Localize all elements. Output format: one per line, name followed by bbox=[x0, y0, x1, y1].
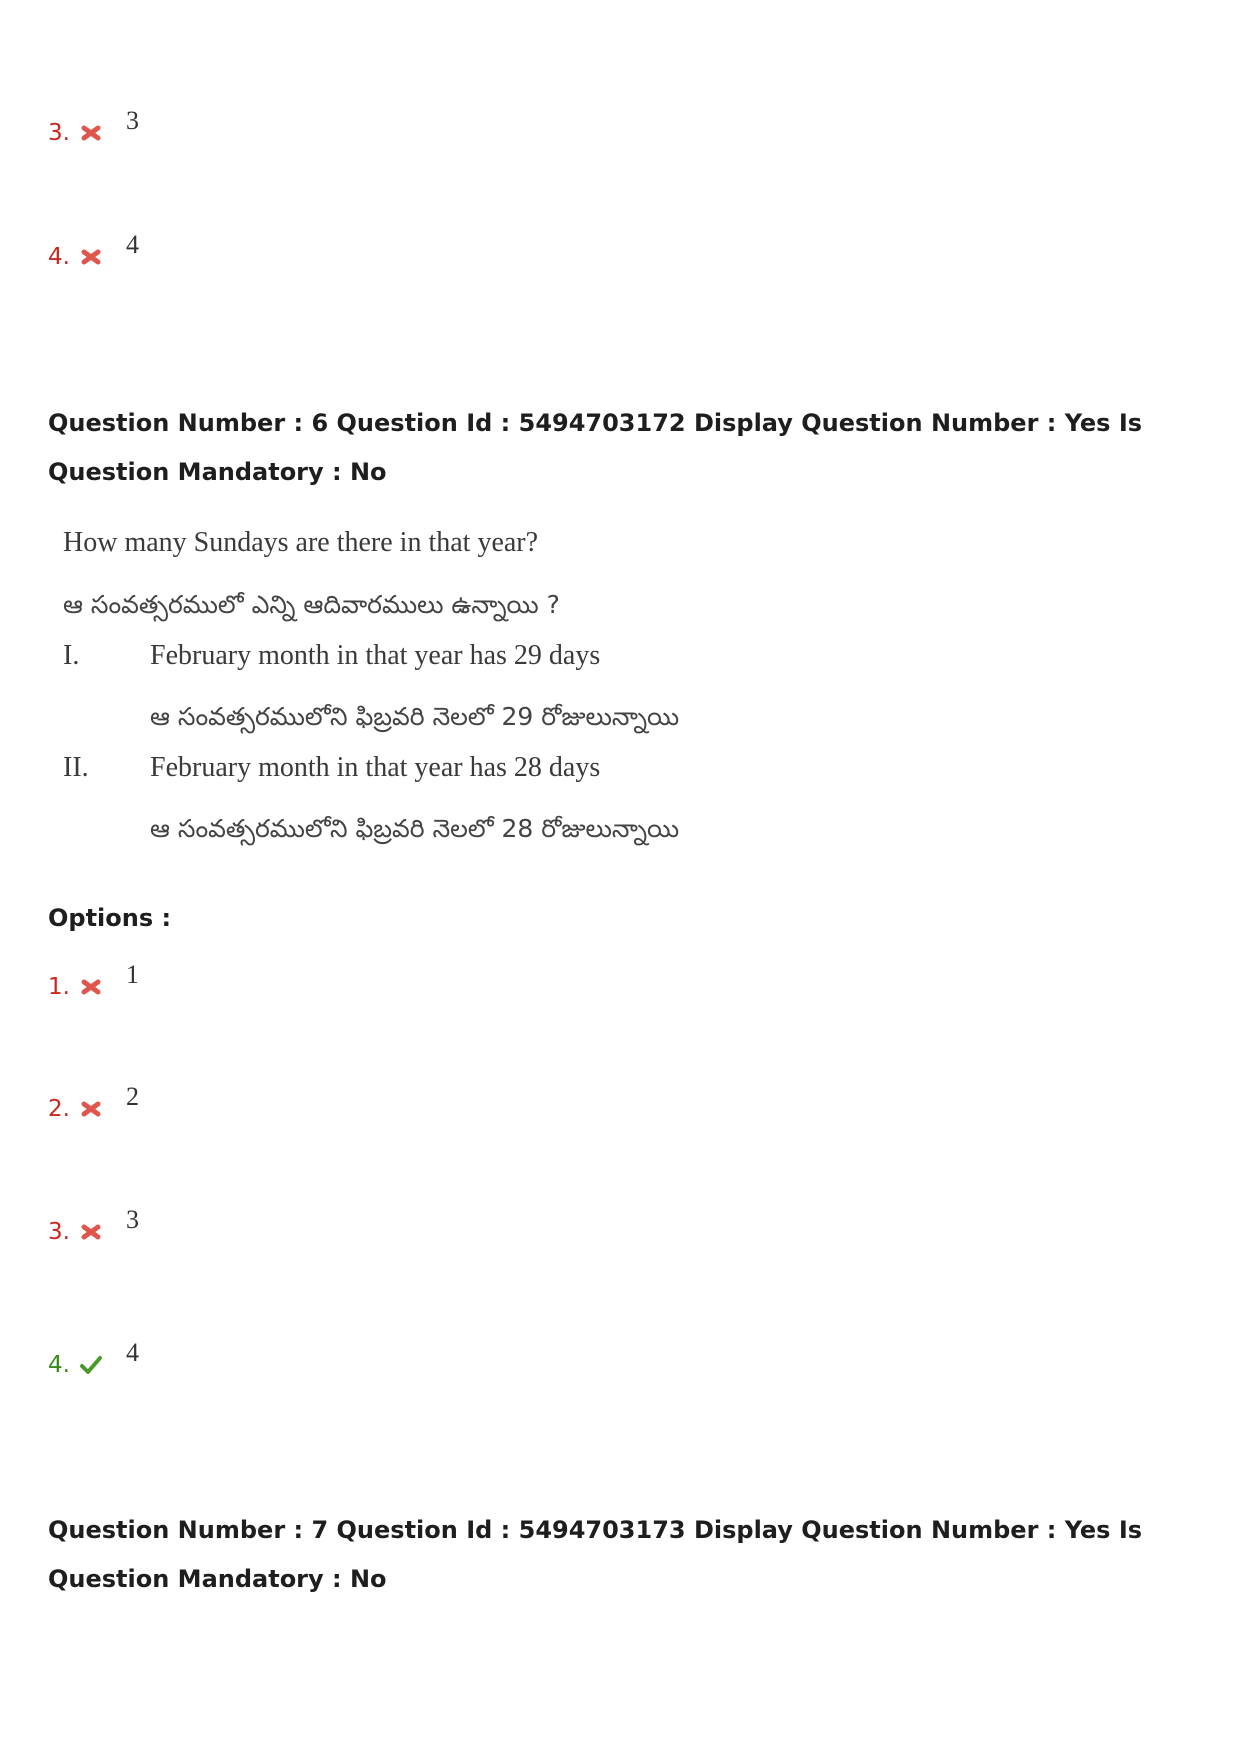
question-7-header: Question Number : 7 Question Id : 5494703173 Display Question Number : Yes Is Question Mandatory : No bbox=[48, 1516, 1143, 1593]
option-2 bbox=[48, 1082, 139, 1122]
option-number: 4. bbox=[48, 1352, 70, 1378]
option-value: 4 bbox=[126, 230, 139, 259]
cross-icon bbox=[78, 244, 104, 270]
option-number: 1. bbox=[48, 974, 70, 1000]
option-3 bbox=[48, 1205, 139, 1245]
cross-icon bbox=[78, 974, 104, 1000]
cross-icon bbox=[78, 1219, 104, 1245]
question-text-en: How many Sundays are there in that year? bbox=[63, 527, 539, 558]
option-number: 3. bbox=[48, 120, 70, 146]
option-value: 4 bbox=[126, 1338, 139, 1367]
cross-icon bbox=[78, 1096, 104, 1122]
question-6-header: Question Number : 6 Question Id : 5494703172 Display Question Number : Yes Is Question Mandatory : No bbox=[48, 409, 1143, 486]
option-1 bbox=[48, 960, 139, 1000]
statement-1-en: February month in that year has 29 days bbox=[150, 640, 601, 671]
check-icon bbox=[78, 1352, 104, 1378]
option-value: 1 bbox=[126, 960, 139, 989]
cross-icon bbox=[78, 120, 104, 146]
option-number: 2. bbox=[48, 1096, 70, 1122]
statement-1-te: ఆ సంవత్సరములోని ఫిబ్రవరి నెలలో 29 రోజులున్నాయి bbox=[150, 702, 680, 731]
option-number: 3. bbox=[48, 1219, 70, 1245]
options-label: Options : bbox=[48, 904, 172, 932]
statement-2-te: ఆ సంవత్సరములోని ఫిబ్రవరి నెలలో 28 రోజులున్నాయి bbox=[150, 814, 680, 843]
statement-2-en: February month in that year has 28 days bbox=[150, 752, 601, 783]
option-number: 4. bbox=[48, 244, 70, 270]
prev-option-4 bbox=[48, 230, 139, 270]
option-value: 3 bbox=[126, 1205, 139, 1234]
statement-2-roman: II. bbox=[63, 752, 89, 783]
option-4 bbox=[48, 1338, 139, 1378]
question-text-te: ఆ సంవత్సరములో ఎన్ని ఆదివారములు ఉన్నాయి ? bbox=[63, 590, 560, 619]
statement-1-roman: I. bbox=[63, 640, 80, 671]
prev-option-3 bbox=[48, 106, 139, 146]
option-value: 3 bbox=[126, 106, 139, 135]
option-value: 2 bbox=[126, 1082, 139, 1111]
